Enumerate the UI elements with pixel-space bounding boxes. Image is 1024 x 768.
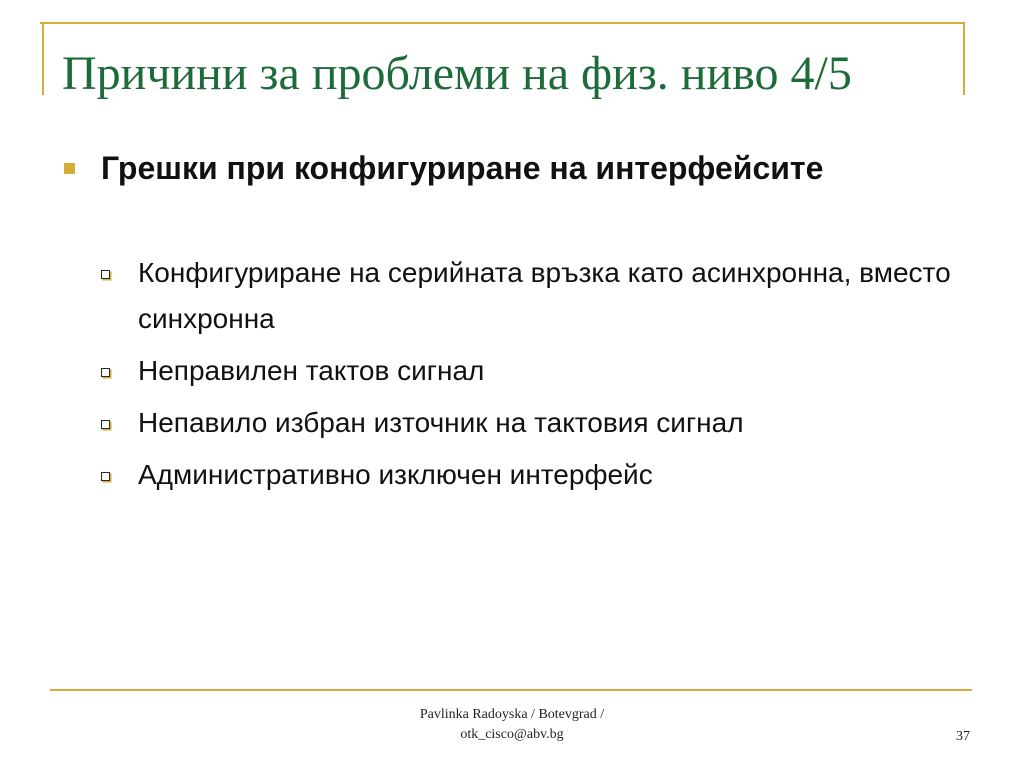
sub-bullet-text: Непавило избран източник на тактовия сигнал <box>138 407 744 438</box>
sub-bullet-text: Неправилен тактов сигнал <box>138 355 485 386</box>
hollow-square-bullet-icon <box>101 472 110 481</box>
sub-bullet-item <box>101 400 981 446</box>
title-frame-top-line <box>40 22 965 24</box>
sub-bullet-item <box>101 452 981 498</box>
title-frame-left-line <box>42 22 44 95</box>
main-bullet-text: Грешки при конфигуриране на интерфейсите <box>101 150 824 186</box>
hollow-square-bullet-icon <box>101 368 110 377</box>
hollow-square-bullet-icon <box>101 270 110 279</box>
filled-square-bullet-icon <box>64 163 75 174</box>
footer-author <box>362 705 662 745</box>
sub-bullet-item <box>101 348 981 394</box>
footer-line-1: Pavlinka Radoyska / Botevgrad / <box>419 707 605 722</box>
footer-line-2: otk_cisco@abv.bg <box>460 727 564 742</box>
page-number: 37 <box>956 729 970 744</box>
sub-bullet-item <box>101 250 981 342</box>
sub-bullet-text: Конфигуриране на серийната връзка като асинхронна, вместо синхронна <box>138 257 951 334</box>
sub-bullet-list <box>101 250 981 504</box>
sub-bullet-text: Административно изключен интерфейс <box>138 459 653 490</box>
slide-title: Причини за проблеми на физ. ниво 4/5 <box>62 47 852 100</box>
title-frame-right-line <box>963 22 965 95</box>
footer-divider <box>50 689 972 691</box>
hollow-square-bullet-icon <box>101 420 110 429</box>
